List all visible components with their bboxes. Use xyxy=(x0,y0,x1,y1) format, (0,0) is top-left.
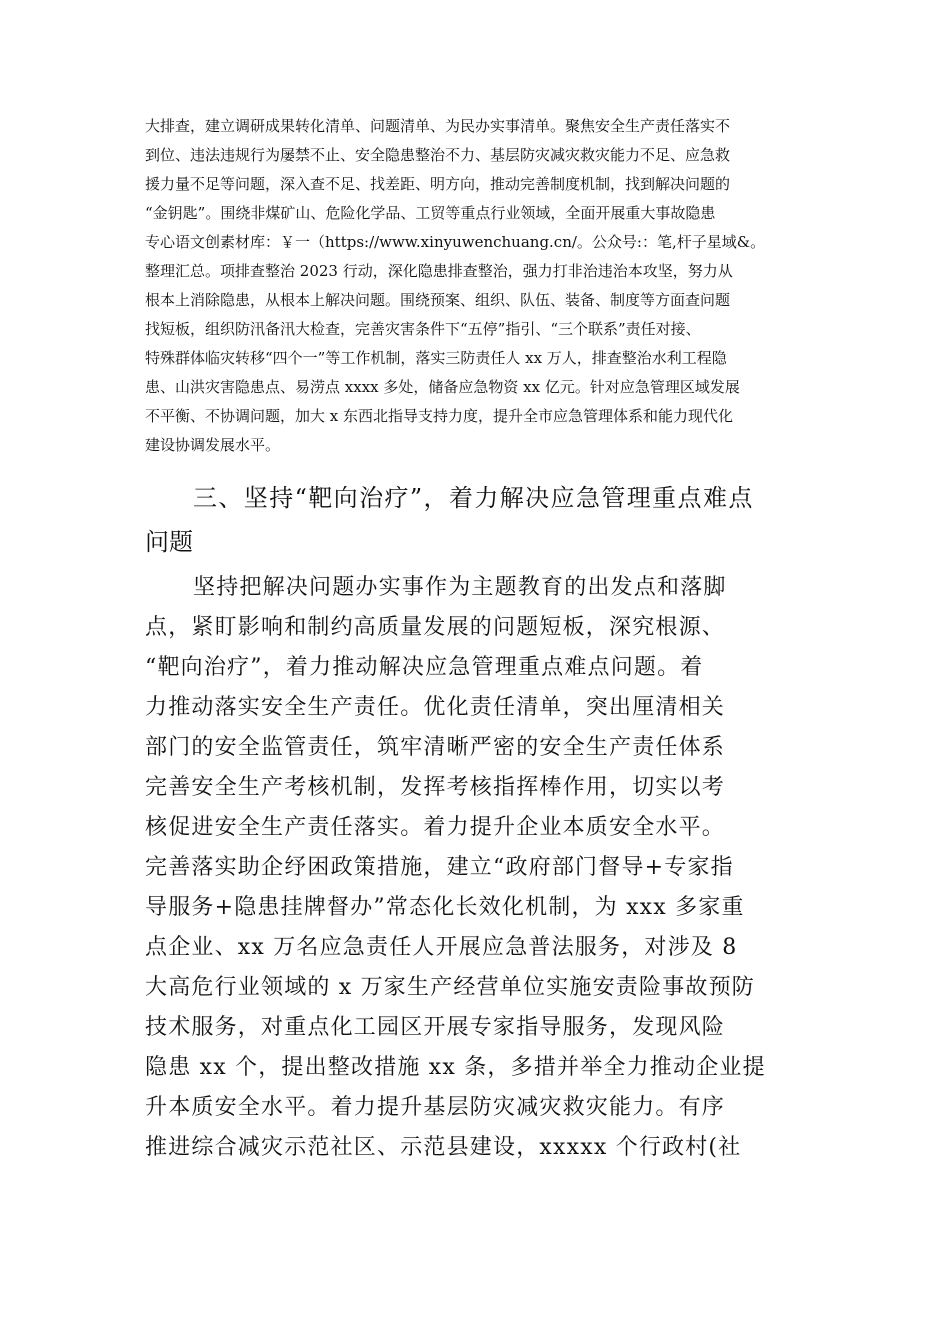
text-line: 整理汇总。项排查整治 2023 行动，深化隐患排查整治，强力打非治违治本攻坚，努力从 xyxy=(145,262,733,280)
text-line: 坚持把解决问题办实事作为主题教育的出发点和落脚 xyxy=(193,575,727,600)
text-line: 不平衡、不协调问题，加大 x 东西北指导支持力度，提升全市应急管理体系和能力现代化 xyxy=(145,407,733,425)
heading-line: 问题 xyxy=(145,528,193,556)
text-line: 部门的安全监管责任，筑牢清晰严密的安全生产责任体系 xyxy=(145,735,726,760)
text-line: 核促进安全生产责任落实。着力提升企业本质安全水平。 xyxy=(145,815,726,840)
text-line: 点，紧盯影响和制约高质量发展的问题短板，深究根源、 xyxy=(145,615,726,640)
body-paragraph xyxy=(145,568,815,1168)
text-line: 专心语文创素材库：￥一（https://www.xinyuwenchuang.cn/。公众号:：笔,杆子星域&。 xyxy=(145,233,766,251)
text-line: “靶向治疗”，着力推动解决应急管理重点难点问题。着 xyxy=(145,655,704,680)
text-line: 患、山洪灾害隐患点、易涝点 xxxx 多处，储备应急物资 xx 亿元。针对应急管理区域发展 xyxy=(145,378,740,396)
text-line: 升本质安全水平。着力提升基层防灾减灾救灾能力。有序 xyxy=(145,1095,726,1120)
text-line: “金钥匙”。围绕非煤矿山、危险化学品、工贸等重点行业领域，全面开展重大事故隐患 xyxy=(145,204,716,222)
text-line: 大高危行业领域的 x 万家生产经营单位实施安责险事故预防 xyxy=(145,975,755,1000)
text-line: 完善落实助企纾困政策措施，建立“政府部门督导+专家指 xyxy=(145,855,734,880)
heading-line: 三、坚持“靶向治疗”，着力解决应急管理重点难点 xyxy=(193,484,754,512)
text-line: 根本上消除隐患，从根本上解决问题。围绕预案、组织、队伍、装备、制度等方面查问题 xyxy=(145,291,731,309)
text-line: 完善安全生产考核机制，发挥考核指挥棒作用，切实以考 xyxy=(145,775,726,800)
text-line: 导服务+隐患挂牌督办”常态化长效化机制，为 xxx 多家重 xyxy=(145,895,745,920)
text-line: 援力量不足等问题，深入查不足、找差距、明方向，推动完善制度机制，找到解决问题的 xyxy=(145,175,731,193)
text-line: 到位、违法违规行为屡禁不止、安全隐患整治不力、基层防灾减灾救灾能力不足、应急救 xyxy=(145,146,731,164)
text-line: 点企业、xx 万名应急责任人开展应急普法服务，对涉及 8 xyxy=(145,935,738,960)
text-line: 找短板，组织防汛备汛大检查，完善灾害条件下“五停”指引、“三个联系”责任对接、 xyxy=(145,320,701,338)
text-line: 隐患 xx 个，提出整改措施 xx 条，多措并举全力推动企业提 xyxy=(145,1055,766,1080)
text-line: 特殊群体临灾转移“四个一”等工作机制，落实三防责任人 xx 万人，排查整治水利工程隐 xyxy=(145,349,727,367)
text-line: 技术服务，对重点化工园区开展专家指导服务，发现风险 xyxy=(145,1015,726,1040)
text-line: 建设协调发展水平。 xyxy=(145,436,281,454)
top-paragraph xyxy=(145,112,810,460)
section-heading xyxy=(145,476,815,564)
text-line: 推进综合减灾示范社区、示范县建设，xxxxx 个行政村(社 xyxy=(145,1135,742,1160)
text-line: 大排查，建立调研成果转化清单、问题清单、为民办实事清单。聚焦安全生产责任落实不 xyxy=(145,117,731,135)
text-line: 力推动落实安全生产责任。优化责任清单，突出厘清相关 xyxy=(145,695,726,720)
